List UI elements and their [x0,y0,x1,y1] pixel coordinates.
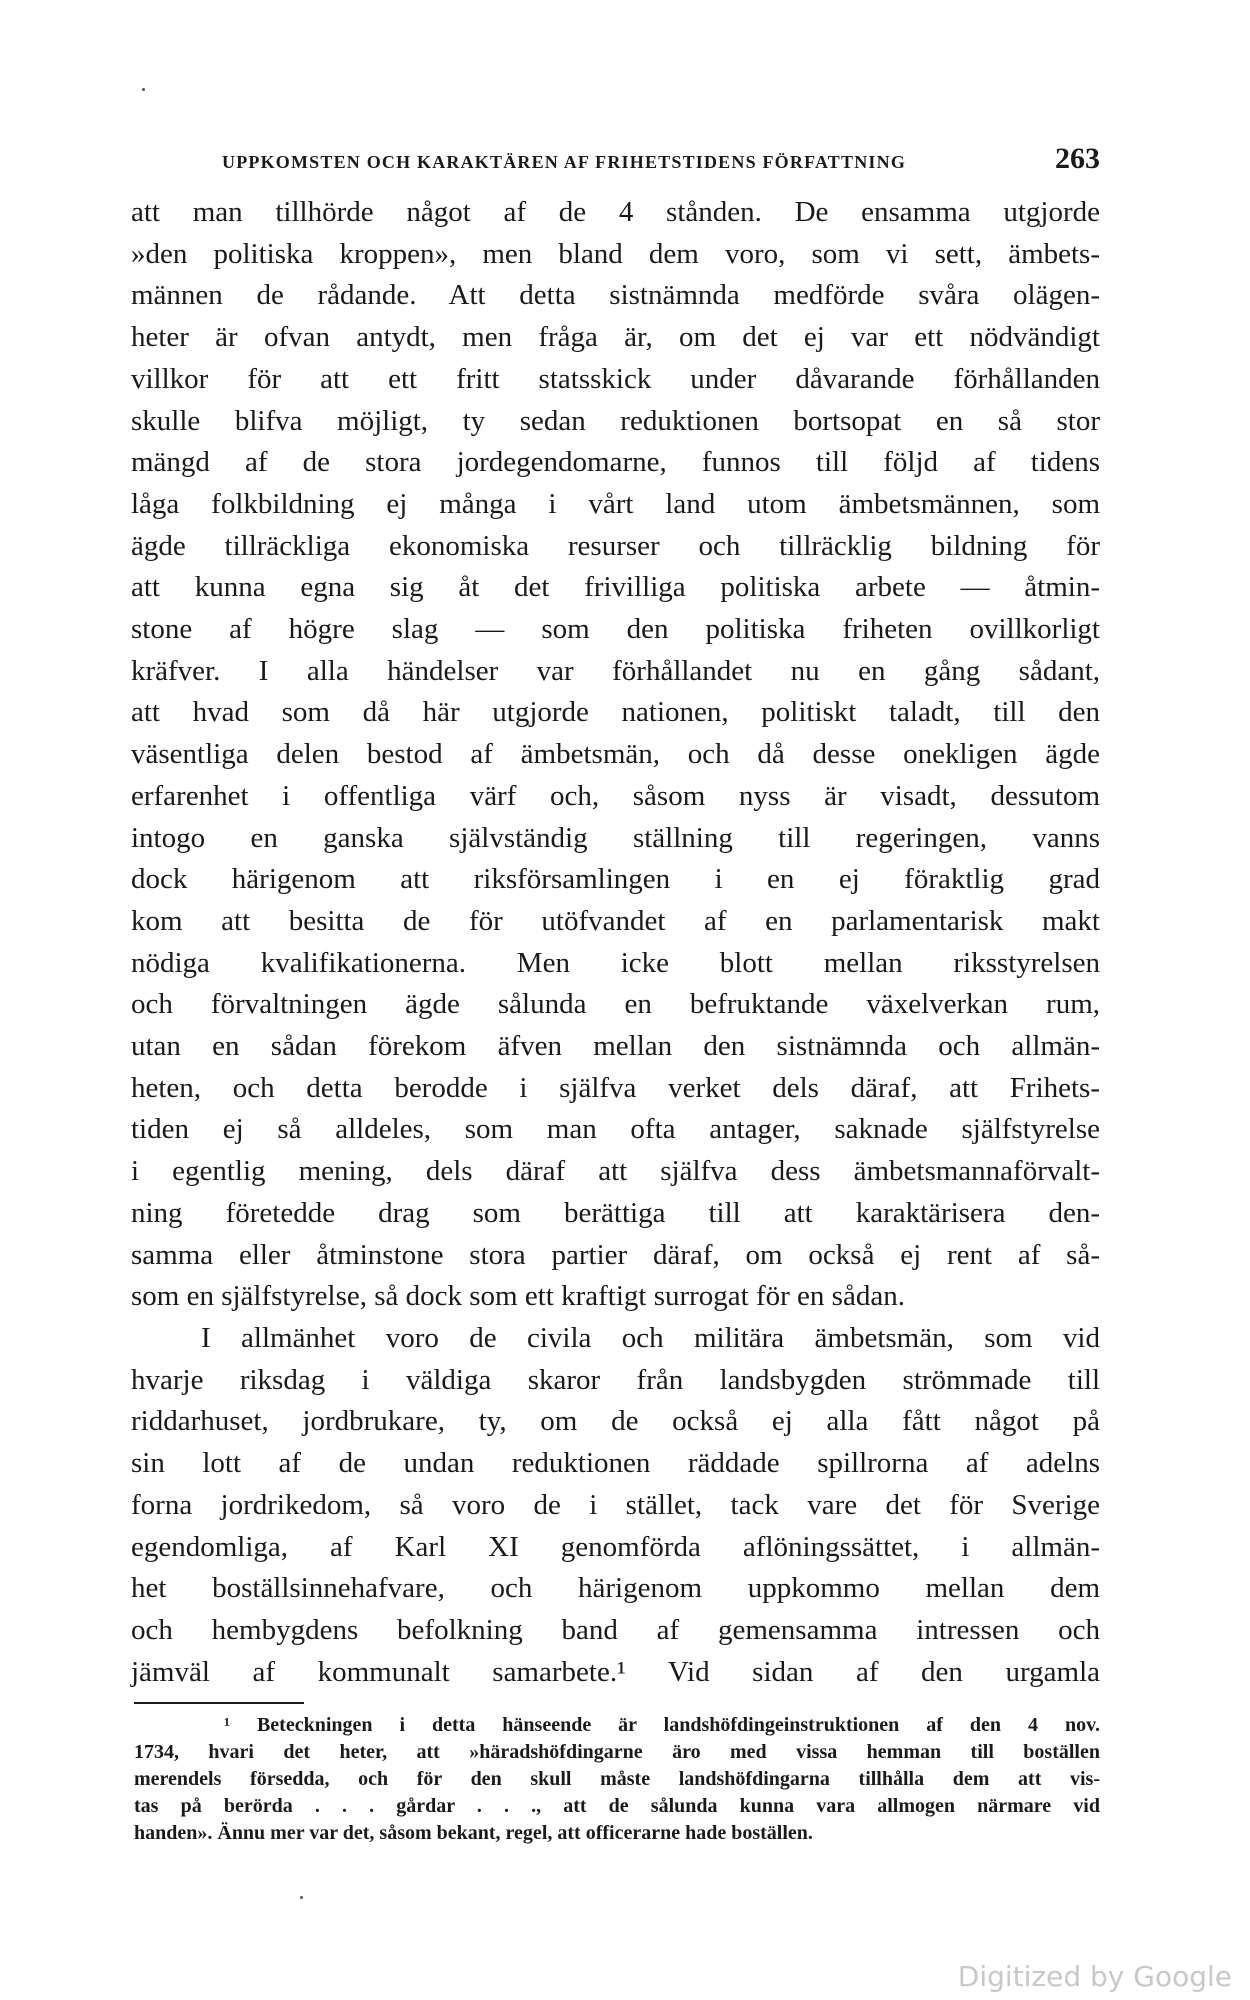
footnote-line: ¹ Beteckningen i detta hänseende är landshöfdingeinstruktionen af den 4 nov. [224,1714,1100,1736]
text-line: och förvaltningen ägde sålunda en befruktande växelverkan rum, [131,988,1100,1021]
footnote-divider [134,1702,304,1704]
text-line: låga folkbildning ej många i vårt land utom ämbetsmännen, som [131,487,1100,520]
text-line: egendomliga, af Karl XI genomförda aflöningssättet, i allmän- [131,1530,1100,1563]
text-line: het boställsinnehafvare, och härigenom uppkommo mellan dem [131,1572,1100,1605]
body-text [131,192,1100,1693]
text-line: sin lott af de undan reduktionen räddade spillrorna af adelns [131,1447,1100,1480]
text-line: dock härigenom att riksförsamlingen i en ej föraktlig grad [131,863,1100,896]
text-line: männen de rådande. Att detta sistnämnda medförde svåra olägen- [131,279,1100,312]
print-speck [142,88,145,91]
text-line: mängd af de stora jordegendomarne, funnos till följd af tidens [131,446,1100,479]
footnote-line: handen». Ännu mer var det, såsom bekant, regel, att officerarne hade boställen. [134,1822,813,1844]
text-line: i egentlig mening, dels däraf att själfva dess ämbetsmannaförvalt- [131,1155,1100,1188]
digitization-watermark: Digitized by Google [957,1960,1232,1993]
text-line: att man tillhörde något af de 4 stånden. De ensamma utgjorde [131,196,1100,228]
text-line: kom att besitta de för utöfvandet af en parlamentarisk makt [131,904,1100,937]
text-line: forna jordrikedom, så voro de i stället, tack vare det för Sverige [131,1488,1100,1521]
text-line: och hembygdens befolkning band af gemensamma intressen och [131,1613,1100,1646]
print-speck [300,1896,303,1899]
text-line: heter är ofvan antydt, men fråga är, om det ej var ett nödvändigt [131,321,1100,354]
page-header [222,142,1100,176]
footnote-line: tas på berörda . . . gårdar . . ., att de sålunda kunna vara allmogen närmare vid [134,1795,1100,1817]
text-line: I allmänhet voro de civila och militära ämbetsmän, som vid [201,1321,1100,1354]
text-line: utan en sådan förekom äfven mellan den sistnämnda och allmän- [131,1030,1100,1063]
text-line: riddarhuset, jordbrukare, ty, om de också ej alla fått något på [131,1405,1100,1438]
footnote-line: 1734, hvari det heter, att »häradshöfdingarne äro med vissa hemman till boställen [134,1741,1100,1763]
text-line: jämväl af kommunalt samarbete.¹ Vid sidan af den urgamla [131,1655,1100,1688]
text-line: väsentliga delen bestod af ämbetsmän, och då desse onekligen ägde [131,738,1100,771]
text-line: »den politiska kroppen», men bland dem voro, som vi sett, ämbets- [131,237,1100,270]
text-line: hvarje riksdag i väldiga skaror från landsbygden strömmade till [131,1363,1100,1396]
text-line: villkor för att ett fritt statsskick under dåvarande förhållanden [131,362,1100,395]
text-line: tiden ej så alldeles, som man ofta antager, saknade själfstyrelse [131,1113,1100,1146]
footnote-line: merendels försedda, och för den skull måste landshöfdingarna tillhålla dem att vis- [134,1768,1100,1790]
text-line: ning företedde drag som berättiga till att karaktärisera den- [131,1196,1100,1229]
text-line: samma eller åtminstone stora partier däraf, om också ej rent af så- [131,1238,1100,1271]
text-line: intogo en ganska självständig ställning till regeringen, vanns [131,821,1100,854]
text-line: kräfver. I alla händelser var förhållandet nu en gång sådant, [131,654,1100,687]
text-line: erfarenhet i offentliga värf och, såsom nyss är visadt, dessutom [131,779,1100,812]
text-line: ägde tillräckliga ekonomiska resurser och tillräcklig bildning för [131,529,1100,562]
footnotes [134,1712,1100,1847]
text-line: att hvad som då här utgjorde nationen, politiskt taladt, till den [131,696,1100,729]
text-line: skulle blifva möjligt, ty sedan reduktionen bortsopat en så stor [131,404,1100,437]
running-head: UPPKOMSTEN OCH KARAKTÄREN AF FRIHETSTIDENS FÖRFATTNING [222,152,907,172]
text-line: nödiga kvalifikationerna. Men icke blott mellan riksstyrelsen [131,946,1100,979]
text-line: som en själfstyrelse, så dock som ett kraftigt surrogat för en sådan. [131,1280,905,1313]
text-line: att kunna egna sig åt det frivilliga politiska arbete — åtmin- [131,571,1100,604]
text-line: heten, och detta berodde i själfva verket dels däraf, att Frihets- [131,1071,1100,1104]
text-line: stone af högre slag — som den politiska friheten ovillkorligt [131,613,1100,646]
page-number: 263 [1055,142,1100,175]
